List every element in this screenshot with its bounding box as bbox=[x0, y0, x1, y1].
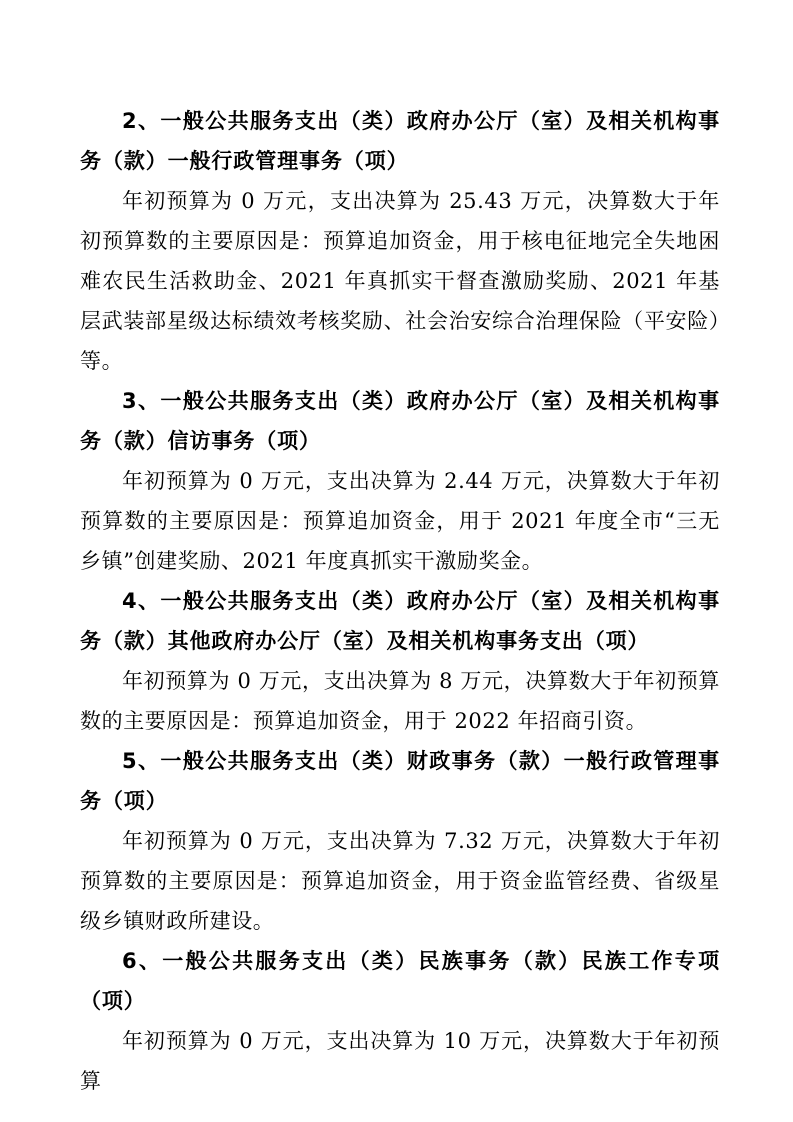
section-heading: 3、一般公共服务支出（类）政府办公厅（室）及相关机构事务（款）信访事务（项） bbox=[80, 389, 720, 453]
section-heading: 5、一般公共服务支出（类）财政事务（款）一般行政管理事务（项） bbox=[80, 749, 720, 813]
section-body: 年初预算为 0 万元，支出决算为 10 万元，决算数大于年初预算 bbox=[80, 1029, 720, 1093]
section-heading: 6、一般公共服务支出（类）民族事务（款）民族工作专项（项） bbox=[80, 949, 720, 1013]
section-item-5 bbox=[80, 741, 720, 941]
section-body: 年初预算为 0 万元，支出决算为 8 万元，决算数大于年初预算数的主要原因是：预算追加资金，用于 2022 年招商引资。 bbox=[80, 669, 720, 733]
section-item-4 bbox=[80, 581, 720, 741]
section-item-6 bbox=[80, 941, 720, 1101]
section-item-3 bbox=[80, 381, 720, 581]
section-body: 年初预算为 0 万元，支出决算为 7.32 万元，决算数大于年初预算数的主要原因是：预算追加资金，用于资金监管经费、省级星级乡镇财政所建设。 bbox=[80, 829, 720, 933]
section-heading: 2、一般公共服务支出（类）政府办公厅（室）及相关机构事务（款）一般行政管理事务（项） bbox=[80, 109, 720, 173]
section-body: 年初预算为 0 万元，支出决算为 2.44 万元，决算数大于年初预算数的主要原因是：预算追加资金，用于 2021 年度全市“三无乡镇”创建奖励、2021 年度真抓实干激励奖金。 bbox=[80, 469, 720, 573]
document-page bbox=[80, 101, 720, 1101]
section-heading: 4、一般公共服务支出（类）政府办公厅（室）及相关机构事务（款）其他政府办公厅（室）及相关机构事务支出（项） bbox=[80, 589, 720, 653]
section-body: 年初预算为 0 万元，支出决算为 25.43 万元，决算数大于年初预算数的主要原因是：预算追加资金，用于核电征地完全失地困难农民生活救助金、2021 年真抓实干督查激励奖励、2021 年基层武装部星级达标绩效考核奖励、社会治安综合治理保险（平安险）等。 bbox=[80, 189, 720, 373]
section-item-2 bbox=[80, 101, 720, 381]
